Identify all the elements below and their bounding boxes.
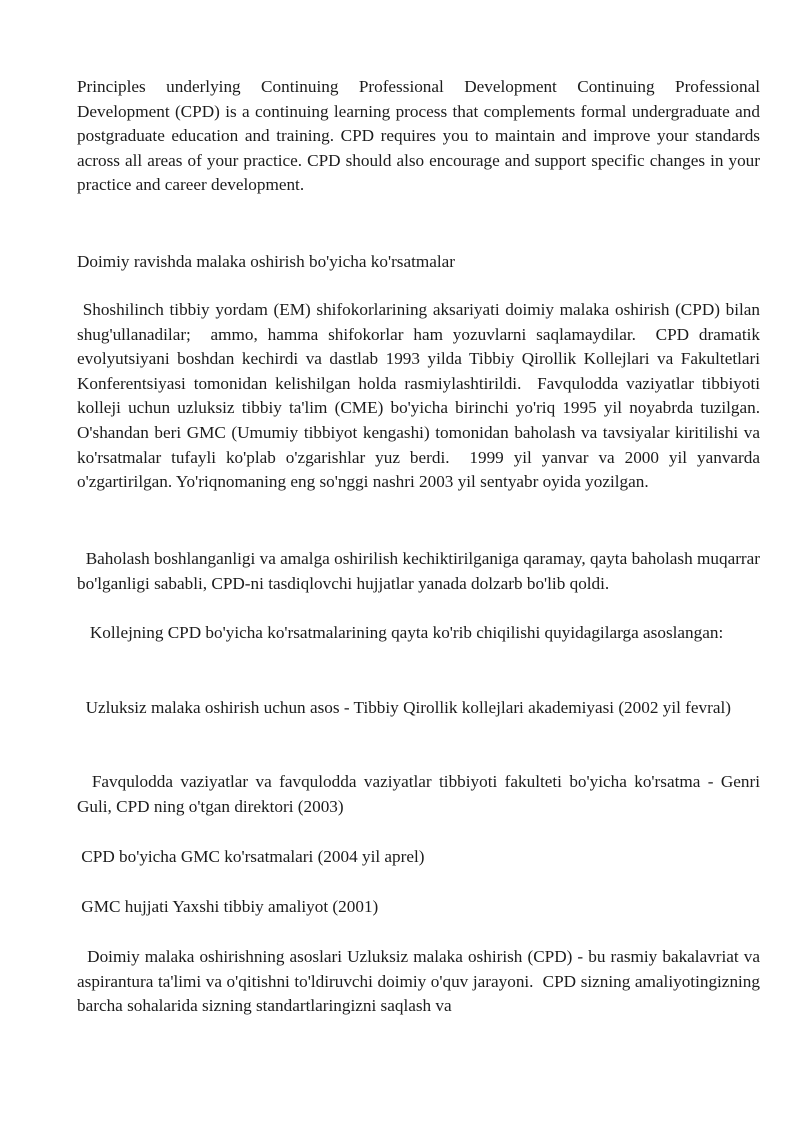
paragraph-revalidation: Baholash boshlanganligi va amalga oshirilish kechiktirilganiga qaramay, qayta baholash muqarrar bo'lganligi sababli, CPD-ni tasdiqlovchi hujjatlar yanada dolzarb bo'lib qoldi.: [77, 549, 765, 593]
list-item-cpd-framework: Uzluksiz malaka oshirish uchun asos - Tibbiy Qirollik kollejlari akademiyasi (2002 yil fevral): [77, 698, 731, 717]
paragraph-revision-basis: Kollejning CPD bo'yicha ko'rsatmalarining qayta ko'rib chiqilishi quyidagilarga asoslangan:: [77, 623, 724, 642]
paragraph-cpd-principles-english: Principles underlying Continuing Professional Development Continuing Professional Development (CPD) is a continuing learning process that complements formal undergraduate and postgraduate education and training. CPD requires you to maintain and improve your standards across all areas of your practice. CPD should also encourage and support specific changes in your practice and career development.: [77, 77, 765, 195]
list-item-good-medical-practice: GMC hujjati Yaxshi tibbiy amaliyot (2001): [77, 897, 379, 916]
section-heading-cpd-guidelines: Doimiy ravishda malaka oshirish bo'yicha ko'rsatmalar: [77, 252, 456, 271]
list-item-faculty-guidance: Favqulodda vaziyatlar va favqulodda vaziyatlar tibbiyoti fakulteti bo'yicha ko'rsatma - Genri Guli, CPD ning o'tgan direktori (2003): [77, 772, 765, 816]
paragraph-cpd-history: Shoshilinch tibbiy yordam (EM) shifokorlarining aksariyati doimiy malaka oshirish (CPD) bilan shug'ullanadilar; ammo, hamma shifokorlar ham yozuvlarni saqlamaydilar. CPD dramatik evolyutsiyani boshdan kechirdi va dastlab 1993 yilda Tibbiy Qirollik Kollejlari va Fakultetlari Konferentsiyasi tomonidan kelishilgan holda rasmiylashtirildi. Favqulodda vaziyatlar tibbiyoti kolleji uchun uzluksiz tibbiy ta'lim (CME) bo'yicha birinchi yo'riq 1995 yil noyabrda tuzilgan. O'shandan beri GMC (Umumiy tibbiyot kengashi) tomonidan baholash va tavsiyalar kiritilishi va ko'rsatmalar tufayli ko'plab o'zgarishlar yuz berdi. 1999 yil yanvar va 2000 yil yanvarda o'zgartirilgan. Yo'riqnomaning eng so'nggi nashri 2003 yil sentyabr oyida yozilgan.: [77, 300, 765, 492]
paragraph-cpd-principles-uzbek: Doimiy malaka oshirishning asoslari Uzluksiz malaka oshirish (CPD) - bu rasmiy bakalavriat va aspirantura ta'limi va o'qitishni to'ldiruvchi doimiy o'quv jarayoni. CPD sizning amaliyotingizning barcha sohalarida sizning standartlaringizni saqlash va: [77, 947, 765, 1016]
list-item-gmc-guidance: CPD bo'yicha GMC ko'rsatmalari (2004 yil aprel): [77, 847, 425, 866]
